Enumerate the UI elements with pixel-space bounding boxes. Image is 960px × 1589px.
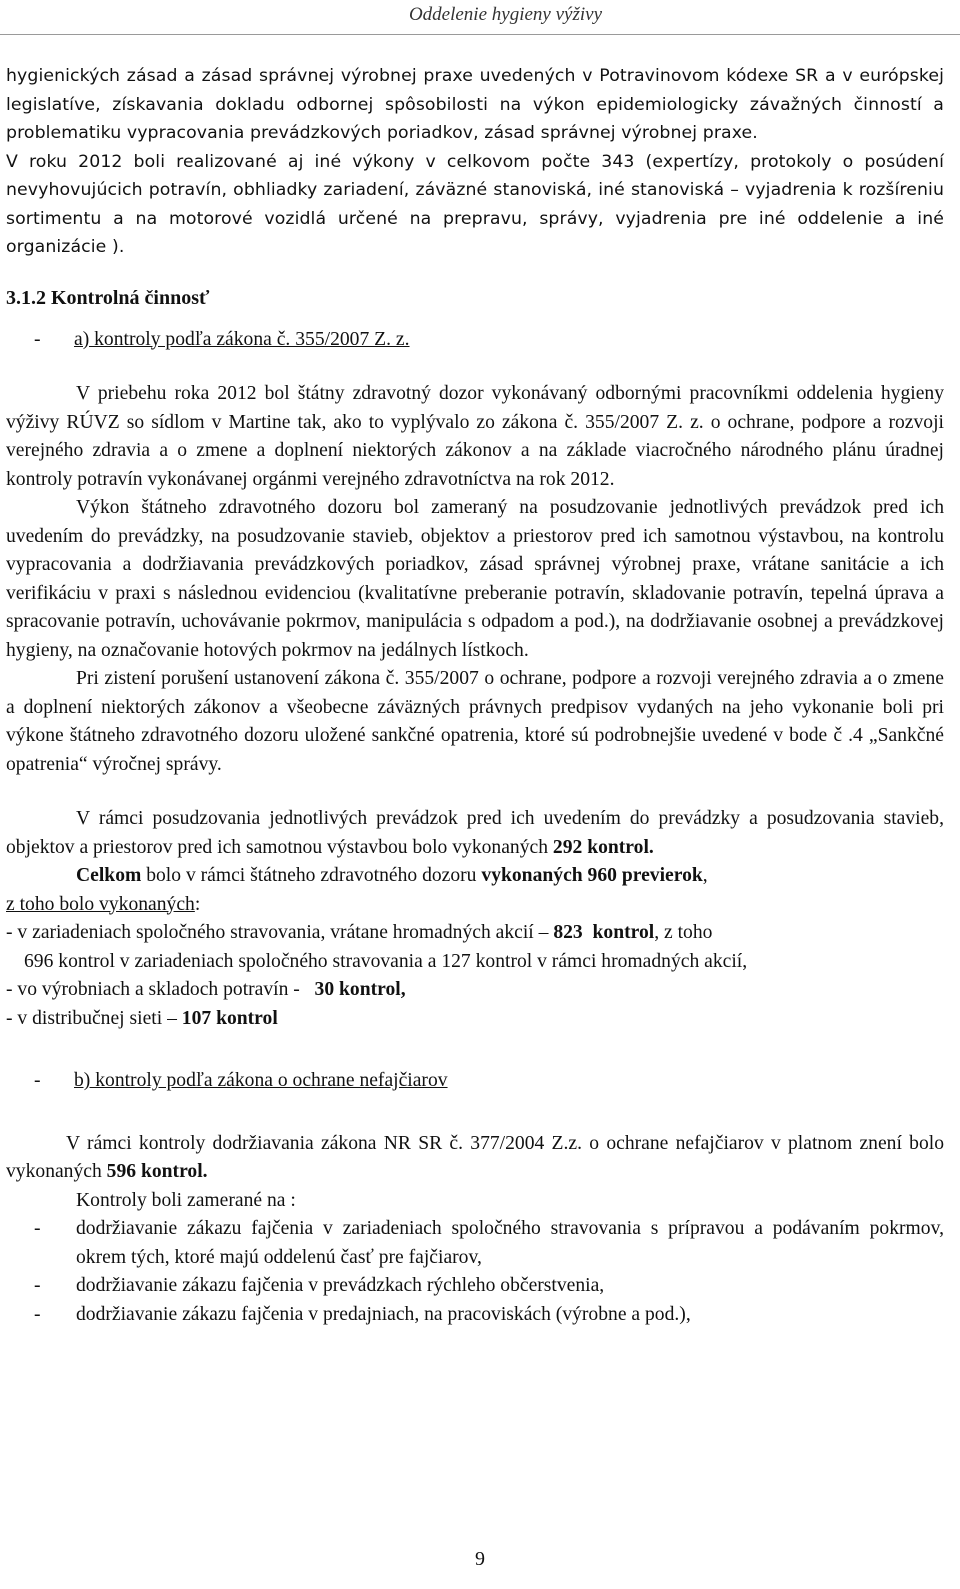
paragraph-3: Pri zistení porušení ustanovení zákona č. 355/2007 o ochrane, podpore a rozvoji verejného zdravia a o zmene a doplnení niektorých zákonov a všeobecne záväzných právnych predpisov vydaných na jeho vykonanie boli pri výkone štátneho zdravotného dozoru uložené sankčné opatrenia, ktoré sú podrobnejšie uvedené v bode č .4 „Sankčné opatrenia“ výročnej správy. xyxy=(6,668,944,775)
line2-text: 696 kontrol v zariadeniach spoločného stravovania a 127 kontrol v rámci hromadných akcií, xyxy=(24,950,748,972)
line3-bold: 30 kontrol, xyxy=(314,979,406,1000)
subsection-b-title: b) kontroly podľa zákona o ochrane nefajčiarov xyxy=(74,1070,448,1091)
subsection-b xyxy=(6,1067,944,1096)
paragraph-1: V priebehu roka 2012 bol štátny zdravotný dozor vykonávaný odbornými pracovníkmi oddelenia hygieny výživy RÚVZ so sídlom v Martine tak, ako to vyplývalo zo zákona č. 355/2007 Z. z. o ochrane, podpore a rozvoji verejného zdravia a o zmene a doplnení niektorých zákonov a na základe viacročného národného plánu úradnej kontroly potravín vykonávanej orgánmi verejného zdravotníctva na rok 2012. xyxy=(6,383,944,490)
nefajciari-paragraph xyxy=(6,1130,944,1187)
nefajciari-item-2-text: dodržiavanie zákazu fajčenia v prevádzkach rýchleho občerstvenia, xyxy=(76,1275,605,1296)
nefajciari-item-2 xyxy=(6,1272,944,1301)
totals-line-3 xyxy=(6,976,944,1005)
totals-celkom: Celkom xyxy=(76,865,142,886)
dash-marker: - xyxy=(34,1275,41,1296)
totals-count: vykonaných 960 previerok xyxy=(481,865,703,886)
totals-line-1 xyxy=(6,919,944,948)
nefajciari-item-3-text: dodržiavanie zákazu fajčenia v predajniach, na pracoviskách (výrobne a pod.), xyxy=(76,1303,691,1325)
nefajciari-intro: Kontroly boli zamerané na : xyxy=(76,1189,296,1211)
line4-pre: - v distribučnej sieti – xyxy=(6,1007,182,1029)
dash-marker: - xyxy=(34,1070,41,1091)
totals-colon: : xyxy=(194,893,201,915)
header-title: Oddelenie hygieny výživy xyxy=(408,4,602,25)
paragraph-4-text: V rámci posudzovania jednotlivých prevádzok pred ich uvedením do prevádzky a posudzovania stavieb, objektov a priestorov pred ich samotnou výstavbou bolo vykonaných xyxy=(6,808,944,858)
line1-word: kontrol xyxy=(592,922,655,943)
subsection-a xyxy=(6,326,944,355)
subsection-a-title: a) kontroly podľa zákona č. 355/2007 Z. z. xyxy=(74,328,410,350)
dash-marker: - xyxy=(34,1303,41,1325)
totals-line-2 xyxy=(6,948,944,977)
other-activities-paragraph xyxy=(6,148,944,262)
totals-line-4 xyxy=(6,1005,944,1034)
totals-mid: bolo v rámci štátneho zdravotného dozoru xyxy=(141,865,482,886)
paragraph-4-count: 292 kontrol. xyxy=(552,836,654,858)
nefajciari-text: V rámci kontroly dodržiavania zákona NR SR č. 377/2004 Z.z. o ochrane nefajčiarov v platnom znení bolo vykonaných xyxy=(6,1132,944,1182)
line3-pre: - vo výrobniach a skladoch potravín - xyxy=(6,979,305,1000)
totals-comma: , xyxy=(702,865,708,886)
line1-num: 823 xyxy=(553,922,583,943)
nefajciari-item-3 xyxy=(6,1301,944,1330)
other-activities-text: V roku 2012 boli realizované aj iné výkony v celkovom počte 343 (expertízy, protokoly o posúdení nevyhovujúcich potravín, obhliadky zariadení, záväzné stanoviská, iné stanoviská – vyjadrenia k rozšíreniu sortimentu a na motorové vozidlá určené na prepravu, správy, vyjadrenia pre iné oddelenie a iné organizácie ). xyxy=(6,151,944,257)
dash-marker: - xyxy=(34,1218,41,1239)
intro-continuation xyxy=(6,119,944,148)
dash-marker: - xyxy=(34,328,41,350)
totals-subheading xyxy=(6,891,944,920)
line1-post: , z toho xyxy=(654,922,713,943)
page-number: 9 xyxy=(475,1548,485,1570)
page-header xyxy=(0,0,960,35)
intro-text: hygienických zásad a zásad správnej výrobnej praxe uvedených v Potravinovom kódexe SR a v európskej legislatíve, získavania dokladu odbornej spôsobilosti na výkon epidemiologicky závažných činností a problematiku vypracovania prevádzkových poriadkov, zásad správnej výrobnej praxe. xyxy=(6,66,944,143)
nefajciari-item-1 xyxy=(6,1215,944,1272)
section-heading: 3.1.2 Kontrolná činnosť xyxy=(6,286,210,309)
nefajciari-count: 596 kontrol. xyxy=(106,1161,208,1182)
line1-pre: - v zariadeniach spoločného stravovania, vrátane hromadných akcií – xyxy=(6,922,554,943)
document-body xyxy=(6,62,944,1329)
totals-paragraph xyxy=(6,862,944,891)
line4-bold: 107 kontrol xyxy=(181,1007,278,1029)
paragraph-4 xyxy=(6,805,944,862)
nefajciari-item-1-text: dodržiavanie zákazu fajčenia v zariadeniach spoločného stravovania s prípravou a podávaním pokrmov, okrem tých, ktoré majú oddelenú časť pre fajčiarov, xyxy=(76,1218,944,1268)
paragraph-2: Výkon štátneho zdravotného dozoru bol zameraný na posudzovanie jednotlivých prevádzok pred ich uvedením do prevádzky, na posudzovanie stavieb, objektov a priestorov pred ich samotnou výstavbou, na kontrolu vypracovania a dodržiavania prevádzkových poriadkov, zásad správnej výrobnej praxe, vrátane sanitácie a ich verifikáciu v praxi s následnou evidenciou (kvalitatívne preberanie potravín, skladovanie potravín, tepelná úprava a spracovanie potravín, uchovávanie pokrmov, manipulácia s odpadom a pod.), na dodržiavanie osobnej a prevádzkovej hygieny, na označovanie hotových pokrmov na jedálnych lístkoch. xyxy=(6,497,944,661)
totals-underline: z toho bolo vykonaných xyxy=(6,893,195,915)
